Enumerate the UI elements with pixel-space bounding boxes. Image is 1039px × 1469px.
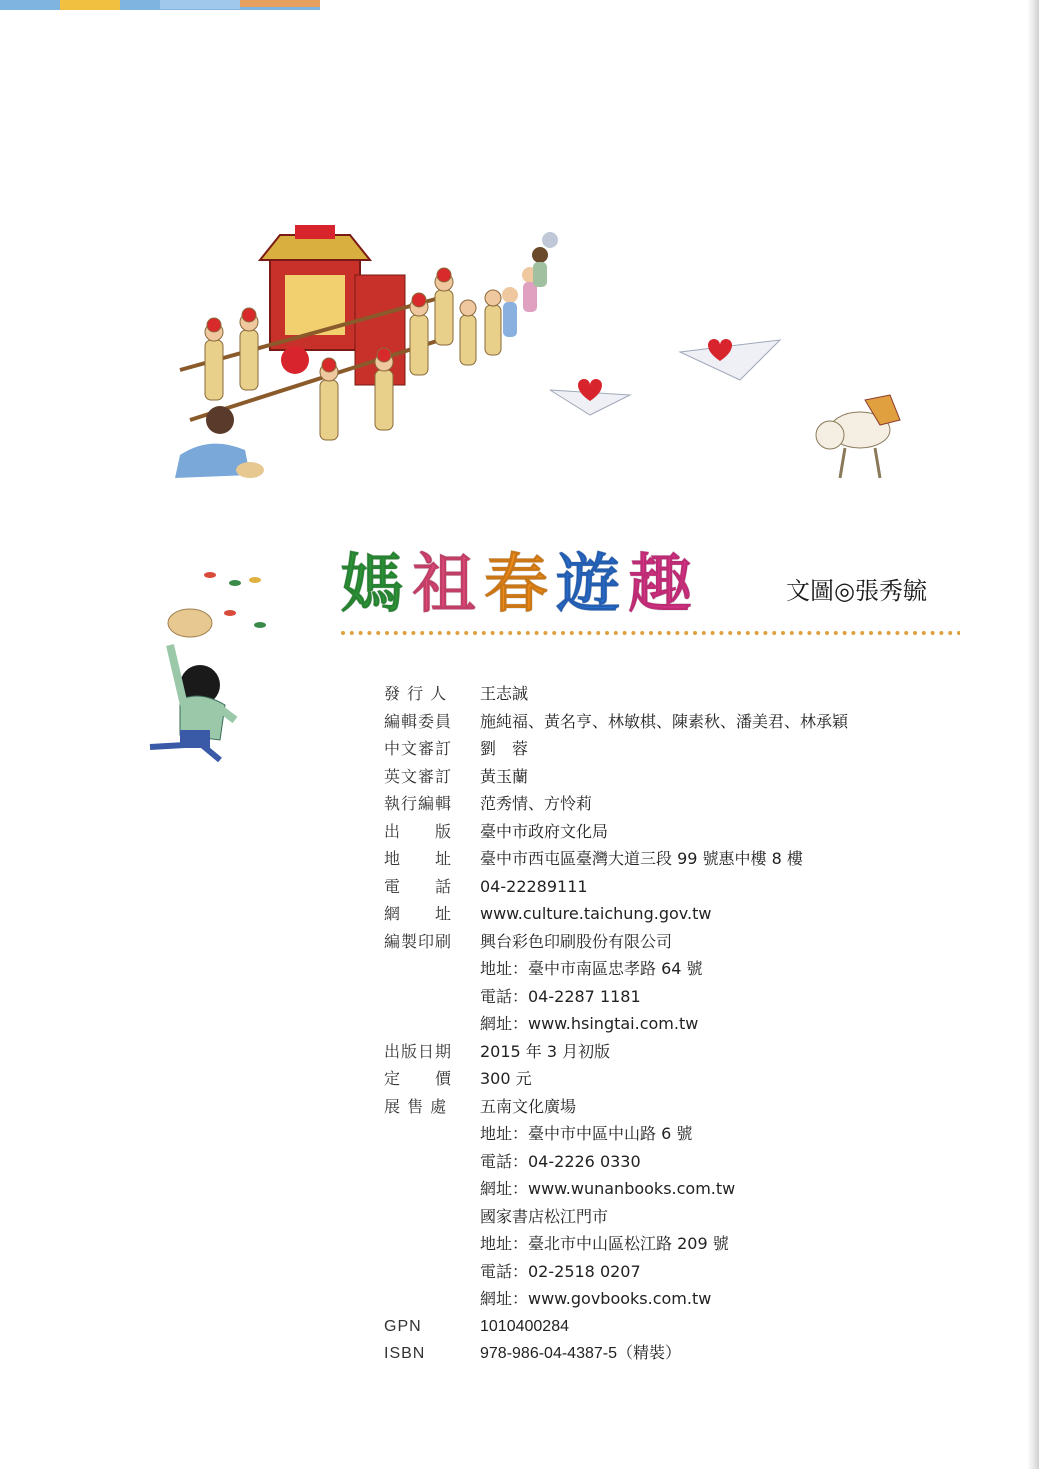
paper-airplanes xyxy=(550,339,780,415)
colophon-value: 五南文化廣場 xyxy=(480,1096,577,1116)
colophon-value: 04-22289111 xyxy=(480,876,588,896)
title-char: 趣 xyxy=(628,547,692,622)
colophon-label: GPN xyxy=(384,1317,422,1335)
colophon-label: 編輯委員 xyxy=(384,711,453,731)
colophon-row xyxy=(384,1258,1004,1286)
colophon-value: 地址：臺中市南區忠孝路 64 號 xyxy=(480,959,703,978)
colophon-row xyxy=(384,1340,1004,1368)
colophon-row xyxy=(384,1065,1004,1093)
dotted-divider xyxy=(340,630,960,636)
colophon-row xyxy=(384,1175,1004,1203)
colophon-value: 臺中市西屯區臺灣大道三段 99 號惠中樓 8 樓 xyxy=(480,849,803,868)
colophon-value: 300 元 xyxy=(480,1069,532,1088)
lion-dance-dog xyxy=(816,395,900,478)
colophon-row xyxy=(384,680,1004,708)
colophon-label: 定 價 xyxy=(384,1069,453,1088)
colophon-value: 1010400284 xyxy=(480,1317,569,1335)
author-byline: 文圖◎張秀毓 xyxy=(786,577,927,605)
colophon-label: 展 售 處 xyxy=(384,1096,448,1116)
colophon-row xyxy=(384,1230,1004,1258)
colophon-row xyxy=(384,1148,1004,1176)
colophon-value: 國家書店松江門市 xyxy=(480,1206,609,1226)
colophon-row xyxy=(384,845,1004,873)
colophon-value: 地址：臺北市中山區松江路 209 號 xyxy=(480,1234,729,1253)
colophon-value: 臺中市政府文化局 xyxy=(480,821,609,841)
colophon-label: ISBN xyxy=(384,1345,426,1362)
colophon-row xyxy=(384,763,1004,791)
colophon-label: 出 版 xyxy=(384,821,453,841)
top-color-strip xyxy=(0,0,1039,14)
running-kid-illustration xyxy=(140,565,280,765)
colophon-row xyxy=(384,873,1004,901)
colophon-label: 電 話 xyxy=(384,876,453,896)
colophon-label: 發 行 人 xyxy=(384,684,448,703)
children-line xyxy=(502,232,558,337)
colophon-row xyxy=(384,955,1004,983)
colophon-row xyxy=(384,983,1004,1011)
colophon-value: 黃玉蘭 xyxy=(480,766,529,786)
colophon-row xyxy=(384,790,1004,818)
colophon-label: 地 址 xyxy=(384,849,453,868)
title-char: 春 xyxy=(484,547,548,622)
book-title-block xyxy=(340,545,960,625)
procession-illustration xyxy=(120,220,950,510)
colophon-row xyxy=(384,1313,1004,1341)
colophon-value: 網址：www.wunanbooks.com.tw xyxy=(480,1179,736,1198)
colophon-value: 興台彩色印刷股份有限公司 xyxy=(480,931,673,951)
colophon-value: 范秀情、方怜莉 xyxy=(480,794,593,813)
book-title xyxy=(340,545,692,625)
candies xyxy=(204,572,266,628)
colophon-row xyxy=(384,1120,1004,1148)
title-char: 祖 xyxy=(412,547,476,622)
colophon-value: 網址：www.govbooks.com.tw xyxy=(480,1289,712,1308)
colophon-value: www.culture.taichung.gov.tw xyxy=(480,904,712,923)
colophon-label: 編製印刷 xyxy=(384,931,453,951)
colophon-value: 電話：04-2287 1181 xyxy=(480,986,641,1006)
colophon-list xyxy=(384,680,1004,1368)
colophon-row xyxy=(384,818,1004,846)
colophon-row xyxy=(384,1010,1004,1038)
colophon-value: 王志誠 xyxy=(480,684,529,703)
colophon-value: 2015 年 3 月初版 xyxy=(480,1041,611,1061)
title-char: 遊 xyxy=(556,547,620,622)
colophon-row xyxy=(384,1285,1004,1313)
colophon-label: 出版日期 xyxy=(384,1041,453,1061)
colophon-row xyxy=(384,1038,1004,1066)
colophon-value: 電話：02-2518 0207 xyxy=(480,1261,641,1281)
colophon-value: 網址：www.hsingtai.com.tw xyxy=(480,1014,699,1033)
colophon-label: 網 址 xyxy=(384,904,453,923)
colophon-row xyxy=(384,735,1004,763)
colophon-label: 執行編輯 xyxy=(384,794,453,813)
colophon-value: 978-986-04-4387-5（精裝） xyxy=(480,1345,681,1362)
colophon-row xyxy=(384,708,1004,736)
colophon-row xyxy=(384,928,1004,956)
colophon-value: 電話：04-2226 0330 xyxy=(480,1151,641,1171)
colophon-label: 英文審訂 xyxy=(384,766,453,786)
colophon-label: 中文審訂 xyxy=(384,739,453,758)
colophon-value: 施純福、黃名亨、林敏棋、陳素秋、潘美君、林承穎 xyxy=(480,711,849,731)
colophon-row xyxy=(384,900,1004,928)
kneeling-child xyxy=(175,406,264,478)
colophon-value: 地址：臺中市中區中山路 6 號 xyxy=(480,1124,693,1143)
page-edge-shadow xyxy=(1027,0,1039,1469)
colophon-row xyxy=(384,1203,1004,1231)
colophon-value: 劉 蓉 xyxy=(480,739,529,758)
title-char: 媽 xyxy=(340,547,404,622)
colophon-row xyxy=(384,1093,1004,1121)
